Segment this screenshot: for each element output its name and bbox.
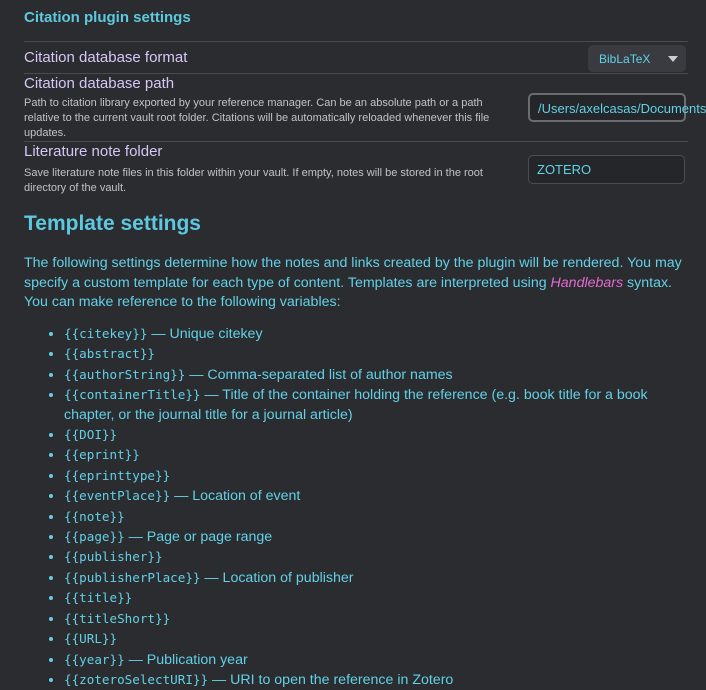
db-path-input[interactable]: /Users/axelcasas/Documents bbox=[528, 93, 686, 122]
list-item bbox=[64, 547, 684, 567]
db-path-description: Path to citation library exported by your reference manager. Can be an absolute path or a path relative to the current vault root folder. Citations will be automatically reloaded whenever this file updates. bbox=[24, 97, 490, 139]
list-item bbox=[64, 507, 684, 527]
chevron-down-icon bbox=[668, 56, 678, 62]
list-item bbox=[64, 650, 684, 670]
variable-name: {{authorString}} bbox=[64, 366, 186, 382]
citation-settings-title: Citation plugin settings bbox=[24, 9, 191, 26]
variable-desc: — URI to open the reference in Zotero bbox=[208, 671, 454, 688]
list-item bbox=[64, 324, 684, 344]
template-intro bbox=[24, 254, 684, 313]
template-variables-list bbox=[24, 324, 684, 690]
variable-desc: — Title of the container holding the reference (e.g. book title for a book chapter, or the journal title for a journal article) bbox=[64, 387, 648, 423]
variable-name: {{DOI}} bbox=[64, 427, 118, 443]
note-folder-input[interactable]: ZOTERO bbox=[528, 155, 685, 184]
db-format-value: BibLaTeX bbox=[599, 52, 651, 66]
intro-text-1: The following settings determine how the notes and links created by the plugin will be rendered. You may specify a custom template for each type of content. Templates are interpreted using bbox=[24, 255, 682, 291]
list-item bbox=[64, 670, 684, 690]
variable-name: {{title}} bbox=[64, 590, 133, 606]
variable-desc: — Page or page range bbox=[124, 529, 273, 546]
variable-name: {{URL}} bbox=[64, 631, 118, 647]
variable-name: {{eprint}} bbox=[64, 447, 140, 463]
variable-name: {{abstract}} bbox=[64, 346, 155, 362]
list-item bbox=[64, 568, 684, 588]
db-format-select[interactable] bbox=[588, 45, 686, 72]
list-item bbox=[64, 445, 684, 465]
template-settings-heading: Template settings bbox=[24, 212, 201, 235]
variable-desc: — Location of event bbox=[170, 488, 301, 505]
variable-name: {{titleShort}} bbox=[64, 610, 171, 626]
intro-text-2: syntax. You can make reference to the following variables: bbox=[24, 274, 672, 311]
variable-desc: — Location of publisher bbox=[200, 569, 354, 586]
db-format-label: Citation database format bbox=[24, 49, 188, 66]
list-item bbox=[64, 385, 684, 425]
variable-desc: — Unique citekey bbox=[147, 326, 263, 342]
divider bbox=[24, 141, 688, 142]
list-item bbox=[64, 365, 684, 385]
list-item bbox=[64, 609, 684, 629]
list-item bbox=[64, 629, 684, 649]
list-item bbox=[64, 588, 684, 608]
variable-name: {{eventPlace}} bbox=[64, 488, 171, 504]
variable-name: {{publisherPlace}} bbox=[64, 569, 201, 585]
divider bbox=[24, 73, 688, 74]
handlebars-link[interactable]: Handlebars bbox=[550, 274, 624, 291]
list-item bbox=[64, 425, 684, 445]
variable-name: {{page}} bbox=[64, 529, 125, 545]
db-path-label: Citation database path bbox=[24, 75, 175, 92]
variable-name: {{citekey}} bbox=[64, 326, 148, 341]
variable-desc: — Publication year bbox=[124, 651, 248, 668]
note-folder-label: Literature note folder bbox=[24, 143, 163, 160]
variable-desc: — Comma-separated list of author names bbox=[185, 366, 453, 383]
variable-name: {{containerTitle}} bbox=[64, 387, 201, 403]
list-item bbox=[64, 527, 684, 547]
list-item bbox=[64, 466, 684, 486]
variable-name: {{publisher}} bbox=[64, 549, 163, 565]
list-item bbox=[64, 344, 684, 364]
divider bbox=[24, 41, 688, 42]
note-folder-description: Save literature note files in this folder within your vault. If empty, notes will be stored in the root directory of the vault. bbox=[24, 167, 483, 194]
variable-name: {{note}} bbox=[64, 508, 125, 524]
variable-name: {{year}} bbox=[64, 651, 125, 667]
variable-name: {{eprinttype}} bbox=[64, 467, 171, 483]
variable-name: {{zoteroSelectURI}} bbox=[64, 671, 209, 687]
list-item bbox=[64, 486, 684, 506]
